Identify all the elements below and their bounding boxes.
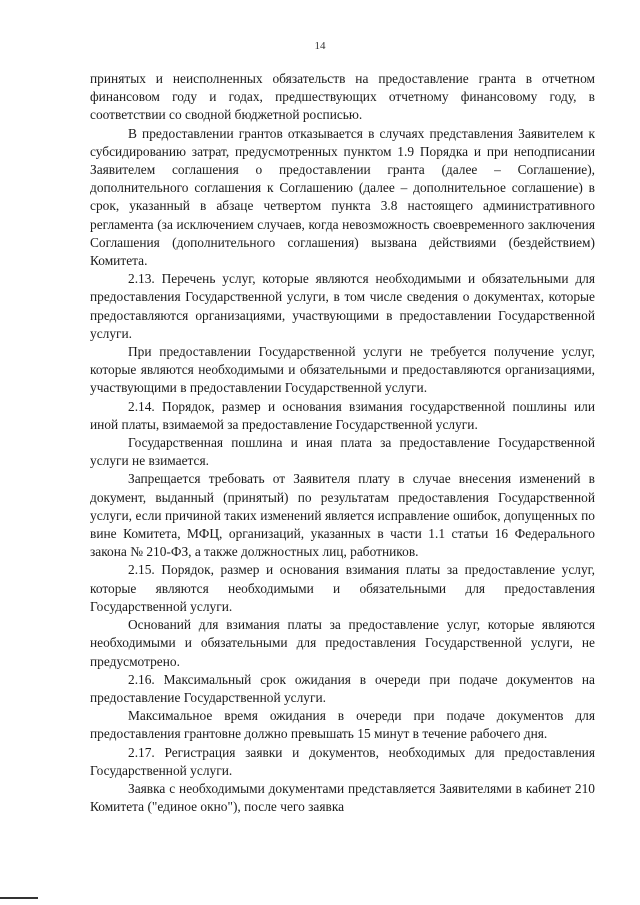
paragraph-2-14-fee-prohibition: Запрещается требовать от Заявителя плату в случае внесения изменений в документ, выданный (принятый) по результатам предоставления Государственной услуги, если причиной таких изменений является исправление ошибок, допущенных по вине Комитета, МФЦ, организаций, указанных в части 1.1 статьи 16 Федерального закона № 210-ФЗ, а также должностных лиц, работников. [90,471,595,560]
paragraph-2-16-heading: 2.16. Максимальный срок ожидания в очереди при подаче документов на предоставление Государственной услуги. [90,671,595,705]
page-number: 14 [314,40,326,52]
document-body [90,70,595,816]
paragraph-2-16-body: Максимальное время ожидания в очереди при подаче документов для предоставления грантовне должно превышать 15 минут в течение рабочего дня. [90,708,595,742]
paragraph-2-14-heading: 2.14. Порядок, размер и основания взимания государственной пошлины или иной платы, взимаемой за предоставление Государственной услуги. [90,398,595,432]
paragraph-2-14-body: Государственная пошлина и иная плата за предоставление Государственной услуги не взимается. [90,435,595,469]
paragraph-grant-obligations: принятых и неисполненных обязательств на предоставление гранта в отчетном финансовом году и годах, предшествующих отчетному финансовому году, в соответствии со сводной бюджетной росписью. [90,71,595,123]
paragraph-2-13-body: При предоставлении Государственной услуги не требуется получение услуг, которые являются необходимыми и обязательными и предоставляются организациями, участвующими в предоставлении Государственной услуги. [90,344,595,396]
paragraph-2-15-heading: 2.15. Порядок, размер и основания взимания платы за предоставление услуг, которые являются необходимыми и обязательными для предоставления Государственной услуги. [90,562,595,614]
paragraph-grant-refusal: В предоставлении грантов отказывается в случаях представления Заявителем к субсидированию затрат, предусмотренных пунктом 1.9 Порядка и при неподписании Заявителем соглашения о предоставлении гранта (далее – Соглашение), дополнительного соглашения к Соглашению (далее – дополнительное соглашение) в срок, указанный в абзаце четвертом пункта 3.8 настоящего административного регламента (за исключением случаев, когда невозможность своевременного заключения Соглашения (дополнительного соглашения) вызвана действиями (бездействием) Комитета. [90,125,595,269]
paragraph-2-13-heading: 2.13. Перечень услуг, которые являются необходимыми и обязательными для предоставления Государственной услуги, в том числе сведения о документах, которые предоставляются организациями, участвующими в предоставлении Государственной услуги. [90,271,595,341]
paragraph-2-17-body: Заявка с необходимыми документами представляется Заявителями в кабинет 210 Комитета ("единое окно"), после чего заявка [90,780,595,815]
paragraph-2-15-body: Оснований для взимания платы за предоставление услуг, которые являются необходимыми и обязательными для предоставления Государственной услуги, не предусмотрено. [90,617,595,669]
paragraph-2-17-heading: 2.17. Регистрация заявки и документов, необходимых для предоставления Государственной услуги. [90,744,595,778]
footer-rule [0,897,38,899]
